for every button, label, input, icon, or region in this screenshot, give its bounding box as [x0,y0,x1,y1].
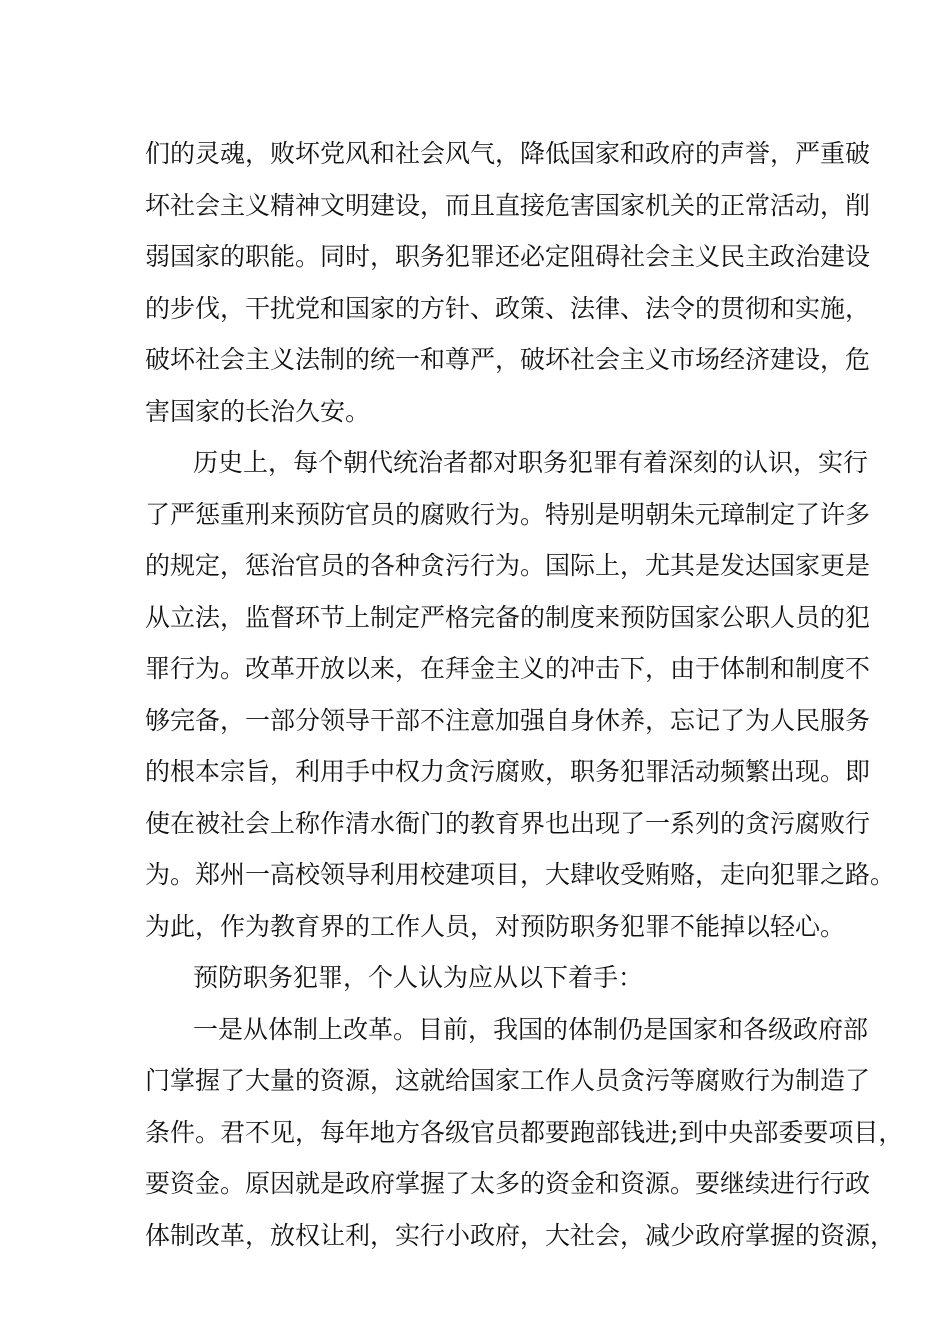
text-line: 使在被社会上称作清水衙门的教育界也出现了一系列的贪污腐败行 [145,808,871,838]
text-line: 破坏社会主义法制的统一和尊严，破坏社会主义市场经济建设，危 [145,345,871,374]
document-body [145,128,904,1261]
text-line: 的步伐，干扰党和国家的方针、政策、法律、法令的贯彻和实施， [145,293,871,323]
text-line: 害国家的长治久安。 [145,396,371,426]
text-line: 体制改革，放权让利，实行小政府，大社会，减少政府掌握的资源， [145,1220,896,1250]
text-line: 弱国家的职能。同时，职务犯罪还必定阻碍社会主义民主政治建设 [145,242,871,271]
text-line: 够完备，一部分领导干部不注意加强自身休养，忘记了为人民服务 [145,705,871,735]
text-line: 历史上，每个朝代统治者都对职务犯罪有着深刻的认识，实行 [193,448,869,477]
text-line: 一是从体制上改革。目前，我国的体制仍是国家和各级政府部 [193,1014,869,1044]
text-line: 罪行为。改革开放以来，在拜金主义的冲击下，由于体制和制度不 [145,654,871,683]
text-line: 坏社会主义精神文明建设，而且直接危害国家机关的正常活动，削 [145,190,871,220]
text-line: 为此，作为教育界的工作人员，对预防职务犯罪不能掉以轻心。 [145,911,846,941]
text-line: 要资金。原因就是政府掌握了太多的资金和资源。要继续进行行政 [145,1169,871,1198]
text-line: 门掌握了大量的资源，这就给国家工作人员贪污等腐败行为制造了 [145,1066,871,1095]
text-line: 们的灵魂，败坏党风和社会风气，降低国家和政府的声誉，严重破 [145,139,871,168]
text-line: 预防职务犯罪，个人认为应从以下着手： [193,963,644,992]
text-line: 为。郑州一高校领导利用校建项目，大肆收受贿赂，走向犯罪之路。 [145,860,896,889]
text-line: 的根本宗旨，利用手中权力贪污腐败，职务犯罪活动频繁出现。即 [145,757,871,786]
text-line: 了严惩重刑来预防官员的腐败行为。特别是明朝朱元璋制定了许多 [145,499,871,529]
text-line: 条件。君不见，每年地方各级官员都要跑部钱进;到中央部委要项目， [145,1117,904,1147]
text-line: 的规定，惩治官员的各种贪污行为。国际上，尤其是发达国家更是 [145,551,871,580]
text-line: 从立法，监督环节上制定严格完备的制度来预防国家公职人员的犯 [145,602,871,632]
